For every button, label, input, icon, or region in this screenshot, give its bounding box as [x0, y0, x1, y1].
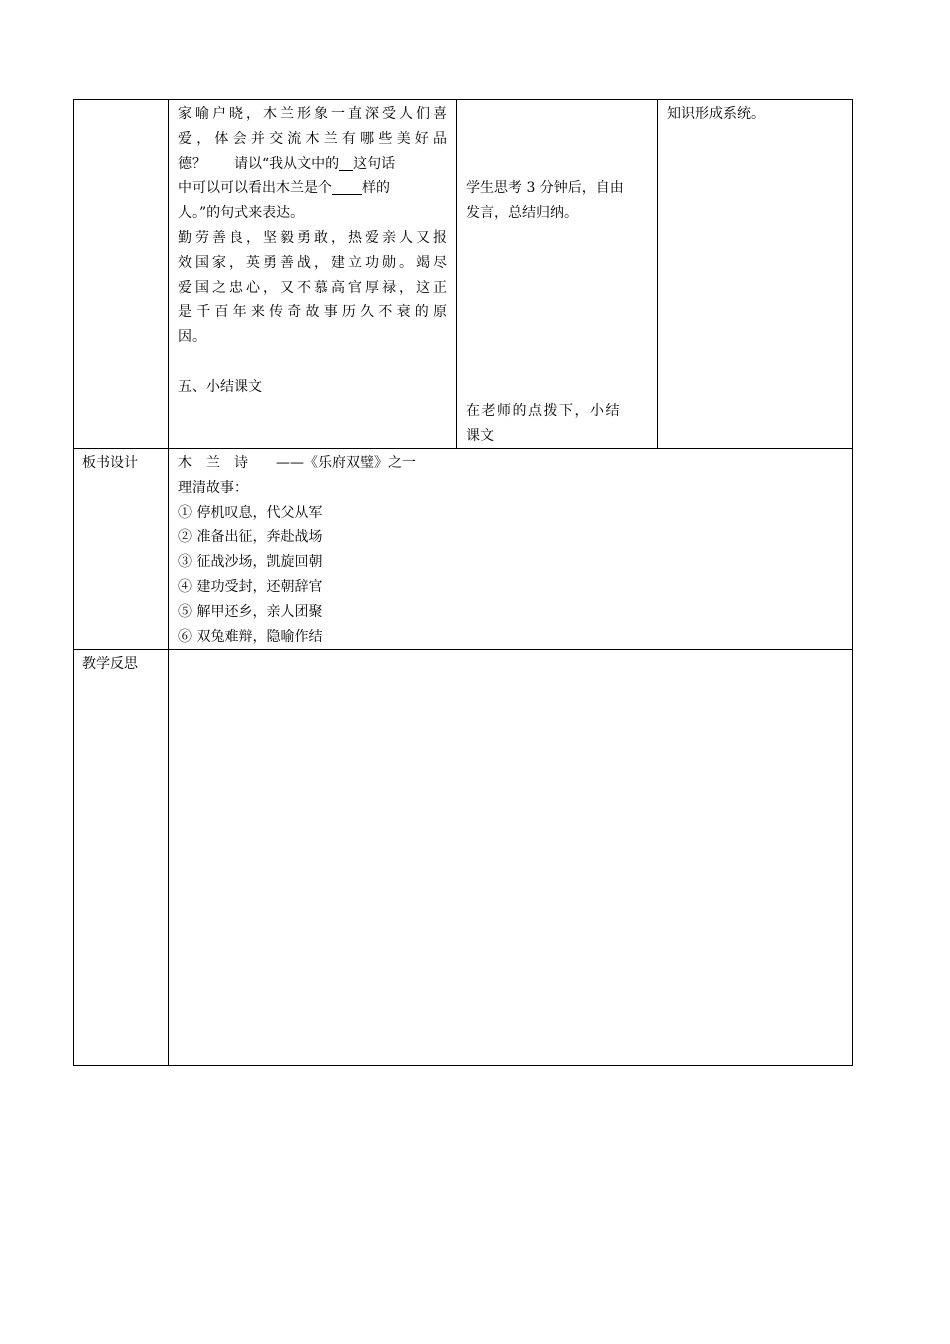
student-activity-text: 课文 — [466, 427, 494, 444]
design-intent-cell — [658, 100, 853, 449]
board-subtitle: 理清故事： — [178, 479, 248, 496]
student-activity-cell — [457, 100, 658, 449]
board-item: ① 停机叹息，代父从军 — [178, 504, 323, 521]
activity-line: 中可以可以看出木兰是个 样的 — [178, 180, 390, 197]
activity-line: 效国家，英勇善战，建立功勋。竭尽 — [178, 254, 447, 271]
activity-line: 爱，体会并交流木兰有哪些美好品 — [178, 130, 447, 147]
board-item: ③ 征战沙场，凯旋回朝 — [178, 554, 323, 571]
row-label-cell — [74, 100, 169, 449]
lesson-plan-table — [73, 99, 853, 1066]
board-item: ② 准备出征，奔赴战场 — [178, 529, 323, 546]
board-item: ④ 建功受封，还朝辞官 — [178, 578, 323, 595]
activity-line: 是千百年来传奇故事历久不衰的原 — [178, 304, 447, 321]
activity-line: 勤劳善良，坚毅勇敢，热爱亲人又报 — [178, 229, 447, 246]
activity-line: 人。”的句式来表达。 — [178, 205, 305, 222]
board-design-row — [74, 449, 853, 650]
reflection-label-cell — [74, 650, 169, 1066]
reflection-row — [74, 650, 853, 1066]
teaching-process-row — [74, 100, 853, 449]
student-activity-text: 发言，总结归纳。 — [466, 204, 578, 221]
board-design-content-cell — [169, 449, 853, 650]
board-design-label-cell — [74, 449, 169, 650]
activity-line: 家喻户晓，木兰形象一直深受人们喜 — [178, 106, 447, 122]
fill-blank — [332, 178, 362, 195]
board-title: 木 兰 诗 ——《乐府双璧》之一 — [178, 455, 416, 471]
activity-line: 德？ 请以“我从文中的 这句话 — [178, 155, 396, 172]
reflection-content-cell — [169, 650, 853, 1066]
reflection-label: 教学反思 — [82, 656, 138, 673]
teacher-activity-cell — [169, 100, 457, 449]
board-item: ⑤ 解甲还乡，亲人团聚 — [178, 603, 323, 620]
board-item: ⑥ 双兔难辩，隐喻作结 — [178, 628, 323, 645]
board-design-label: 板书设计 — [82, 455, 138, 471]
section-heading: 五、小结课文 — [178, 378, 262, 395]
activity-line: 爱国之忠心，又不慕高官厚禄，这正 — [178, 279, 447, 296]
student-activity-text: 在老师的点拨下，小结 — [466, 403, 621, 419]
activity-line: 因。 — [178, 329, 206, 346]
fill-blank — [339, 154, 353, 171]
design-intent-text: 知识形成系统。 — [667, 106, 765, 122]
student-activity-text: 学生思考 3 分钟后，自由 — [466, 180, 624, 196]
